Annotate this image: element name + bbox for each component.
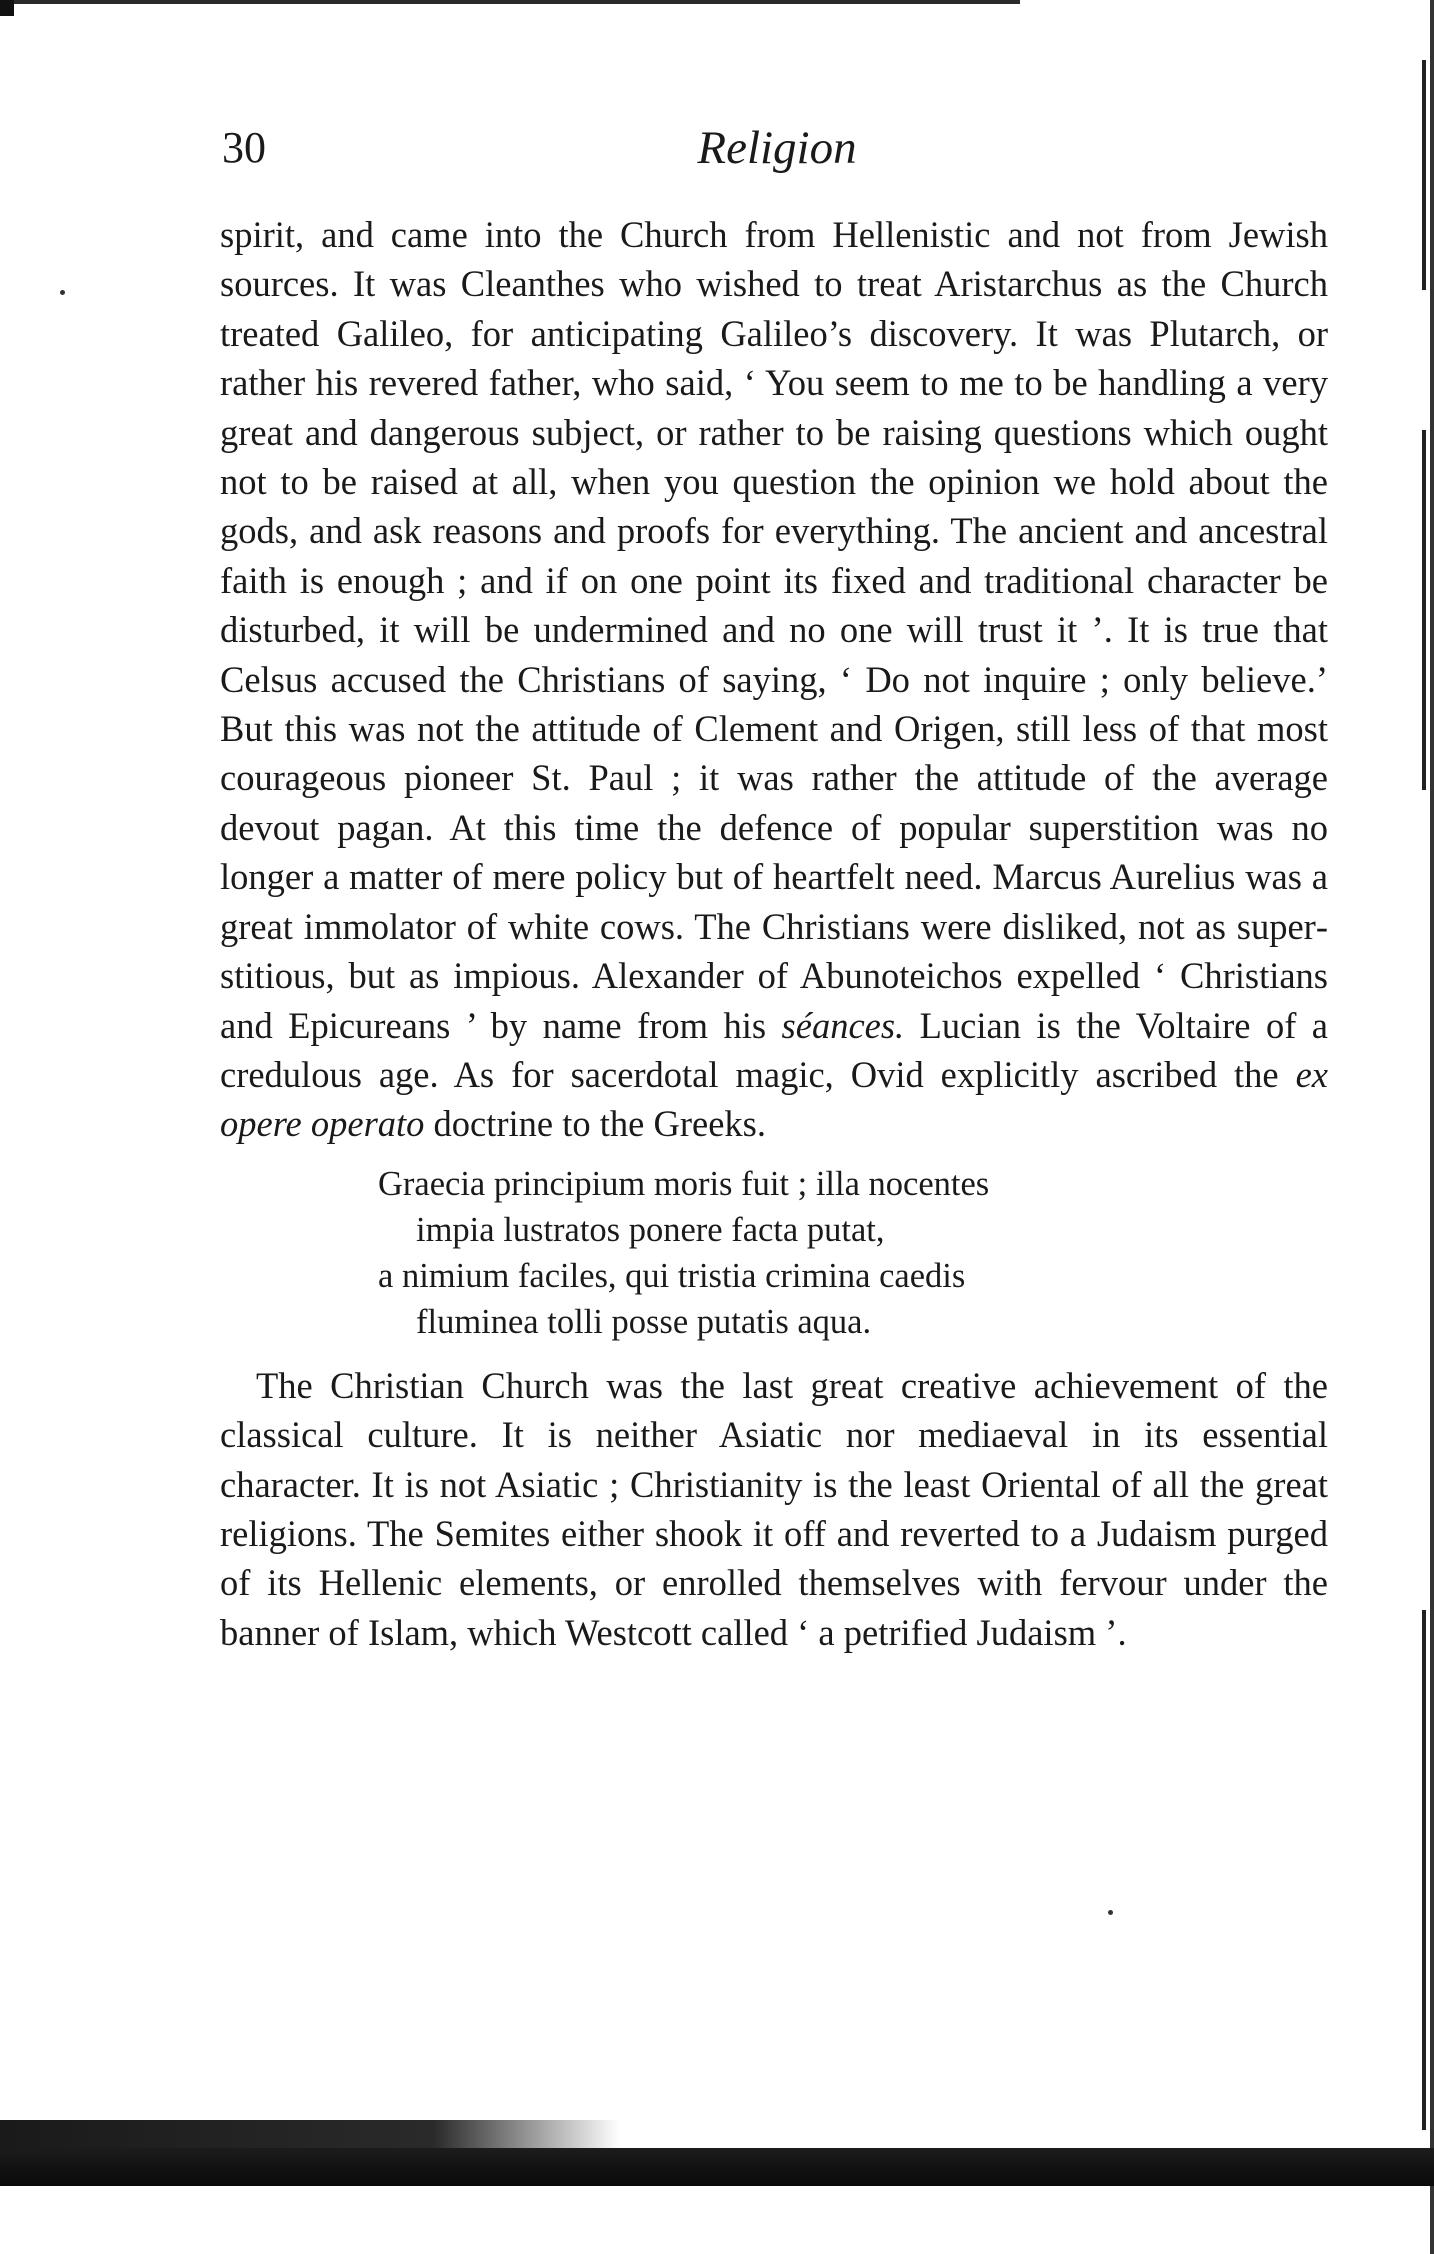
scan-speck — [1108, 1910, 1113, 1915]
page-header — [222, 118, 1332, 178]
italic-term: ex opere operato — [220, 1053, 1328, 1145]
paragraph-continued — [220, 210, 1328, 1149]
scan-border-bottom-shadow — [0, 2120, 620, 2148]
verse-line: a nimium faciles, qui tristia crimina caedis — [378, 1256, 966, 1295]
verse-line: fluminea tolli posse putatis aqua. — [416, 1302, 872, 1341]
page-number: 30 — [222, 123, 266, 172]
italic-term: séances. — [781, 1004, 905, 1046]
verse-line: impia lustratos ponere facta putat, — [416, 1210, 885, 1249]
scan-border-top — [0, 0, 1020, 4]
verse-line: Graecia principium moris fuit ; illa nocentes — [378, 1164, 990, 1203]
paragraph-text: spirit, and came into the Church from Hellenistic and not from Jewish sources. It was Cleanthes who wished to treat Aristarchus as the Church treated Galileo, for anticipating Galileo’s discovery. It was Plutarch, or rather his revered father, who said, ‘ You seem to me to be handling a very great and dangerous subject, or rather to be raising questions which ought not to be raised at all, when you question the opinion we hold about the gods, and ask reasons and proofs for everything. The ancient and ancestral faith is enough ; and if on one point its fixed and traditional character be disturbed, it will be undermined and no one will trust it ’. It is true that Celsus accused the Christians of saying, ‘ Do not inquire ; only believe.’ But this was not the attitude of Clement and Origen, still less of that most courageous pioneer St. Paul ; it was rather the attitude of the average devout pagan. At this time the defence of popular superstition was no longer a matter of mere policy but of heartfelt need. Marcus Aurelius was a great immolator of white cows. The Christians were disliked, not as superstitious, but as impious. Alexander of Abunoteichos expelled ‘ Christians and Epicureans ’ by name from his — [220, 214, 1328, 1046]
paragraph: The Christian Church was the last great creative achievement of the classical culture. It is neither Asiatic nor mediaeval in its essential character. It is not Asiatic ; Christianity is the least Oriental of all the great religions. The Semites either shook it off and reverted to a Judaism purged of its Hellenic elements, or enrolled themselves with fervour under the banner of Islam, which Westcott called ‘ a petrified Judaism ’. — [220, 1364, 1328, 1653]
scan-border-right — [1430, 0, 1434, 2254]
scan-speck — [60, 290, 65, 295]
paragraph-text: doctrine to the Greeks. — [424, 1103, 766, 1145]
body-text — [220, 210, 1328, 1657]
scan-margin-mark — [1422, 60, 1426, 290]
running-title: Religion — [697, 122, 857, 174]
scan-border-bottom — [0, 2148, 1434, 2186]
scan-margin-mark — [1422, 430, 1426, 790]
scan-margin-mark — [1422, 1610, 1426, 2130]
paragraph-text: Lucian is the Voltaire of a credulous age. As for sacerdotal magic, Ovid explicitly ascribed the — [220, 1004, 1328, 1095]
scan-corner-mark — [0, 0, 14, 16]
latin-verse-quotation — [378, 1161, 1328, 1345]
